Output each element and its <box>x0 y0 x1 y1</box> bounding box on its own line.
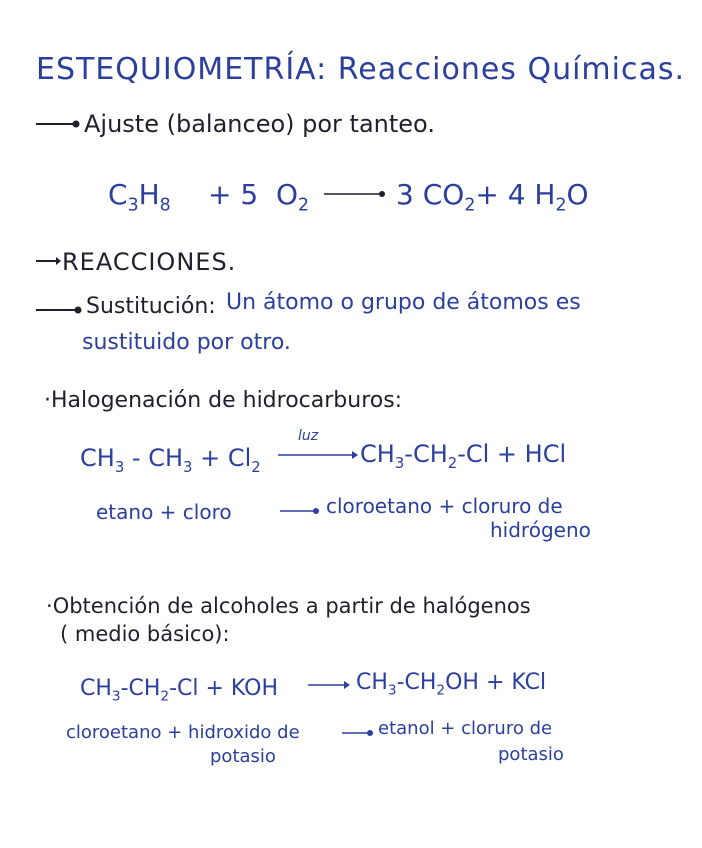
equation-combustion-products: 3 $CO_2+ 4$ $H_2O$ <box>396 178 589 216</box>
alcohol-words-right-line1: etanol + cloruro de <box>378 718 553 739</box>
halogenation-words-right-line1: cloroetano + cloruro de <box>326 494 563 518</box>
arrow-label-light: luz <box>298 428 319 444</box>
equation-combustion: $C_3H_8$ <box>108 178 171 216</box>
sustitucion-definition-line1: Un átomo o grupo de átomos es <box>226 290 581 315</box>
arrow-right-icon <box>34 302 84 318</box>
reaction-arrow-icon <box>276 448 360 462</box>
alcohol-words-left-line2: potasio <box>210 746 276 767</box>
arrow-right-icon <box>34 116 82 132</box>
equation-alcohol-products: $CH_3-CH_2OH$ + KCl <box>356 670 547 699</box>
reaction-arrow-icon <box>322 186 388 202</box>
ajuste-heading: Ajuste (balanceo) por tanteo. <box>84 110 435 138</box>
halogenation-words-left: etano + cloro <box>96 500 232 524</box>
arrow-right-icon <box>34 254 62 268</box>
reacciones-heading: REACCIONES. <box>62 248 237 276</box>
reaction-arrow-icon <box>306 678 352 692</box>
equation-combustion-o2: + 5 $O_2$ <box>208 178 310 216</box>
reaction-arrow-icon <box>340 726 376 740</box>
sustitucion-definition-line2: sustituido por otro. <box>82 330 291 355</box>
obtencion-heading-line1: ·Obtención de alcoholes a partir de halógenos <box>46 594 531 618</box>
reaction-arrow-icon <box>278 504 322 518</box>
obtencion-heading-line2: ( medio básico): <box>60 622 230 646</box>
sustitucion-label: Sustitución: <box>86 294 216 319</box>
alcohol-words-right-line2: potasio <box>498 744 564 765</box>
equation-halogenation-products: $CH_3-CH_2-Cl$ + HCl <box>360 440 567 472</box>
halogenacion-heading: ·Halogenación de hidrocarburos: <box>44 388 403 413</box>
page-title: ESTEQUIOMETRÍA: Reacciones Químicas. <box>36 52 686 87</box>
halogenation-words-right-line2: hidrógeno <box>490 518 591 542</box>
alcohol-words-left-line1: cloroetano + hidroxido de <box>66 722 300 743</box>
equation-halogenation: $CH_3 - CH_3 + Cl_2$ <box>80 444 261 476</box>
equation-alcohol: $CH_3-CH_2-Cl$ + KOH <box>80 676 279 705</box>
